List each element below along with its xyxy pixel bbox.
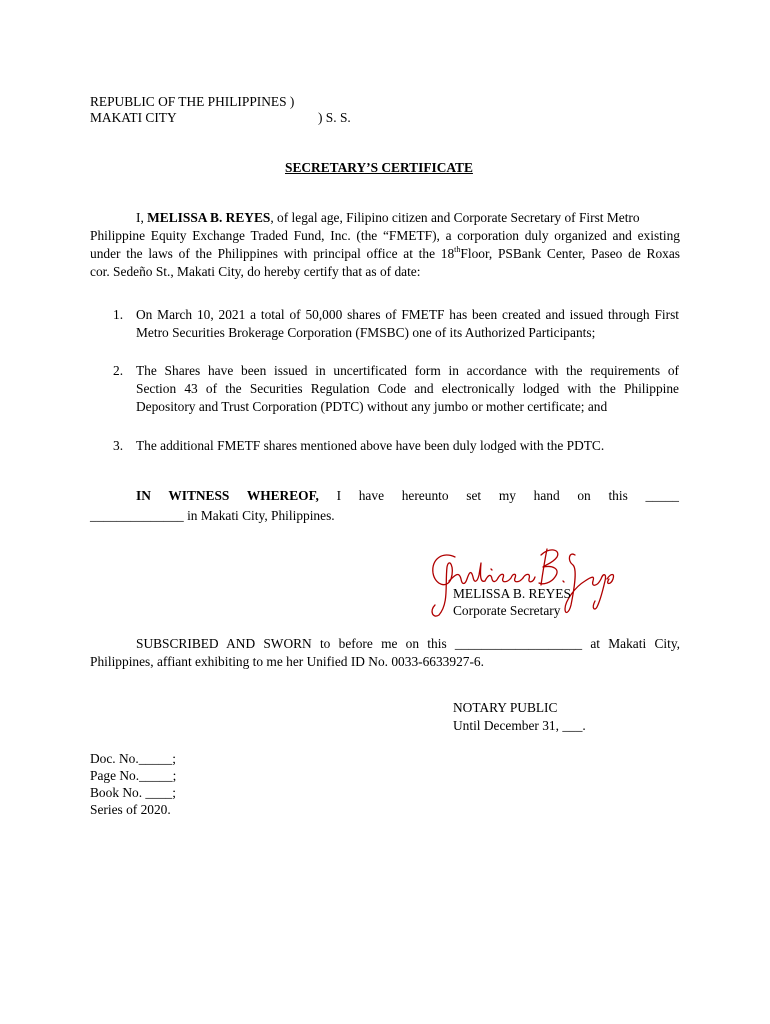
item-3-text: The additional FMETF shares mentioned above have been duly lodged with the PDTC. [136,438,605,453]
signatory-position: Corporate Secretary [453,603,561,618]
intro-line-1-rest: , of legal age, Filipino citizen and Corporate Secretary of First Metro [270,210,640,225]
item-1-number: 1. [113,307,124,322]
intro-line-2: Philippine Equity Exchange Traded Fund, Inc. (the “FMETF), a corporation duly organized and existing [90,228,680,243]
header-city: MAKATI CITY [90,110,177,125]
witness-bold: IN WITNESS WHEREOF, [136,488,319,503]
witness-rest: I have hereunto set my hand on this _____ [336,488,679,503]
jurat-paragraph [90,635,680,671]
item-2-text [136,362,679,416]
secretary-name-inline: MELISSA B. REYES [147,210,271,225]
ordinal-suffix: th [454,245,461,254]
jurat-line-1: SUBSCRIBED AND SWORN to before me on this ___________________ at Makati City, [136,636,680,651]
intro-line-4: cor. Sedeño St., Makati City, do hereby certify that as of date: [90,264,421,279]
notary-title: NOTARY PUBLIC [453,700,558,715]
certificate-title: SECRETARY’S CERTIFICATE [285,160,473,175]
jurat-line-2: Philippines, affiant exhibiting to me her Unified ID No. 0033-6633927-6. [90,654,484,669]
intro-line-1 [90,209,680,227]
notary-until: Until December 31, ___. [453,718,586,733]
series-year: Series of 2020. [90,802,171,817]
item-3-number: 3. [113,438,124,453]
intro-lead: I, [136,210,148,225]
book-number: Book No. ____; [90,785,176,800]
doc-number: Doc. No._____; [90,751,176,766]
intro-line-3 [90,245,680,263]
header-ss: ) S. S. [318,110,351,125]
item-2-line-3: Depository and Trust Corporation (PDTC) without any jumbo or mother certificate; and [136,399,608,414]
intro-paragraph [90,209,680,281]
intro-line-3b: Floor, PSBank Center, Paseo de Roxas [460,246,680,261]
signatory-name: MELISSA B. REYES [453,586,571,601]
item-2-line-2: Section 43 of the Securities Regulation Code and electronically lodged with the Philippine [136,381,679,396]
header-republic: REPUBLIC OF THE PHILIPPINES ) [90,94,295,109]
item-2-line-1: The Shares have been issued in uncertificated form in accordance with the requirements of [136,363,679,378]
page-number: Page No._____; [90,768,177,783]
intro-line-3a: under the laws of the Philippines with principal office at the 18 [90,246,455,261]
item-1-line-1: On March 10, 2021 a total of 50,000 shares of FMETF has been created and issued through First [136,307,679,322]
item-2-number: 2. [113,363,124,378]
witness-line-2: ______________ in Makati City, Philippines. [90,508,335,523]
witness-line-1 [136,487,679,505]
item-1-line-2: Metro Securities Brokerage Corporation (FMSBC) one of its Authorized Participants; [136,325,596,340]
item-1-text [136,306,679,342]
